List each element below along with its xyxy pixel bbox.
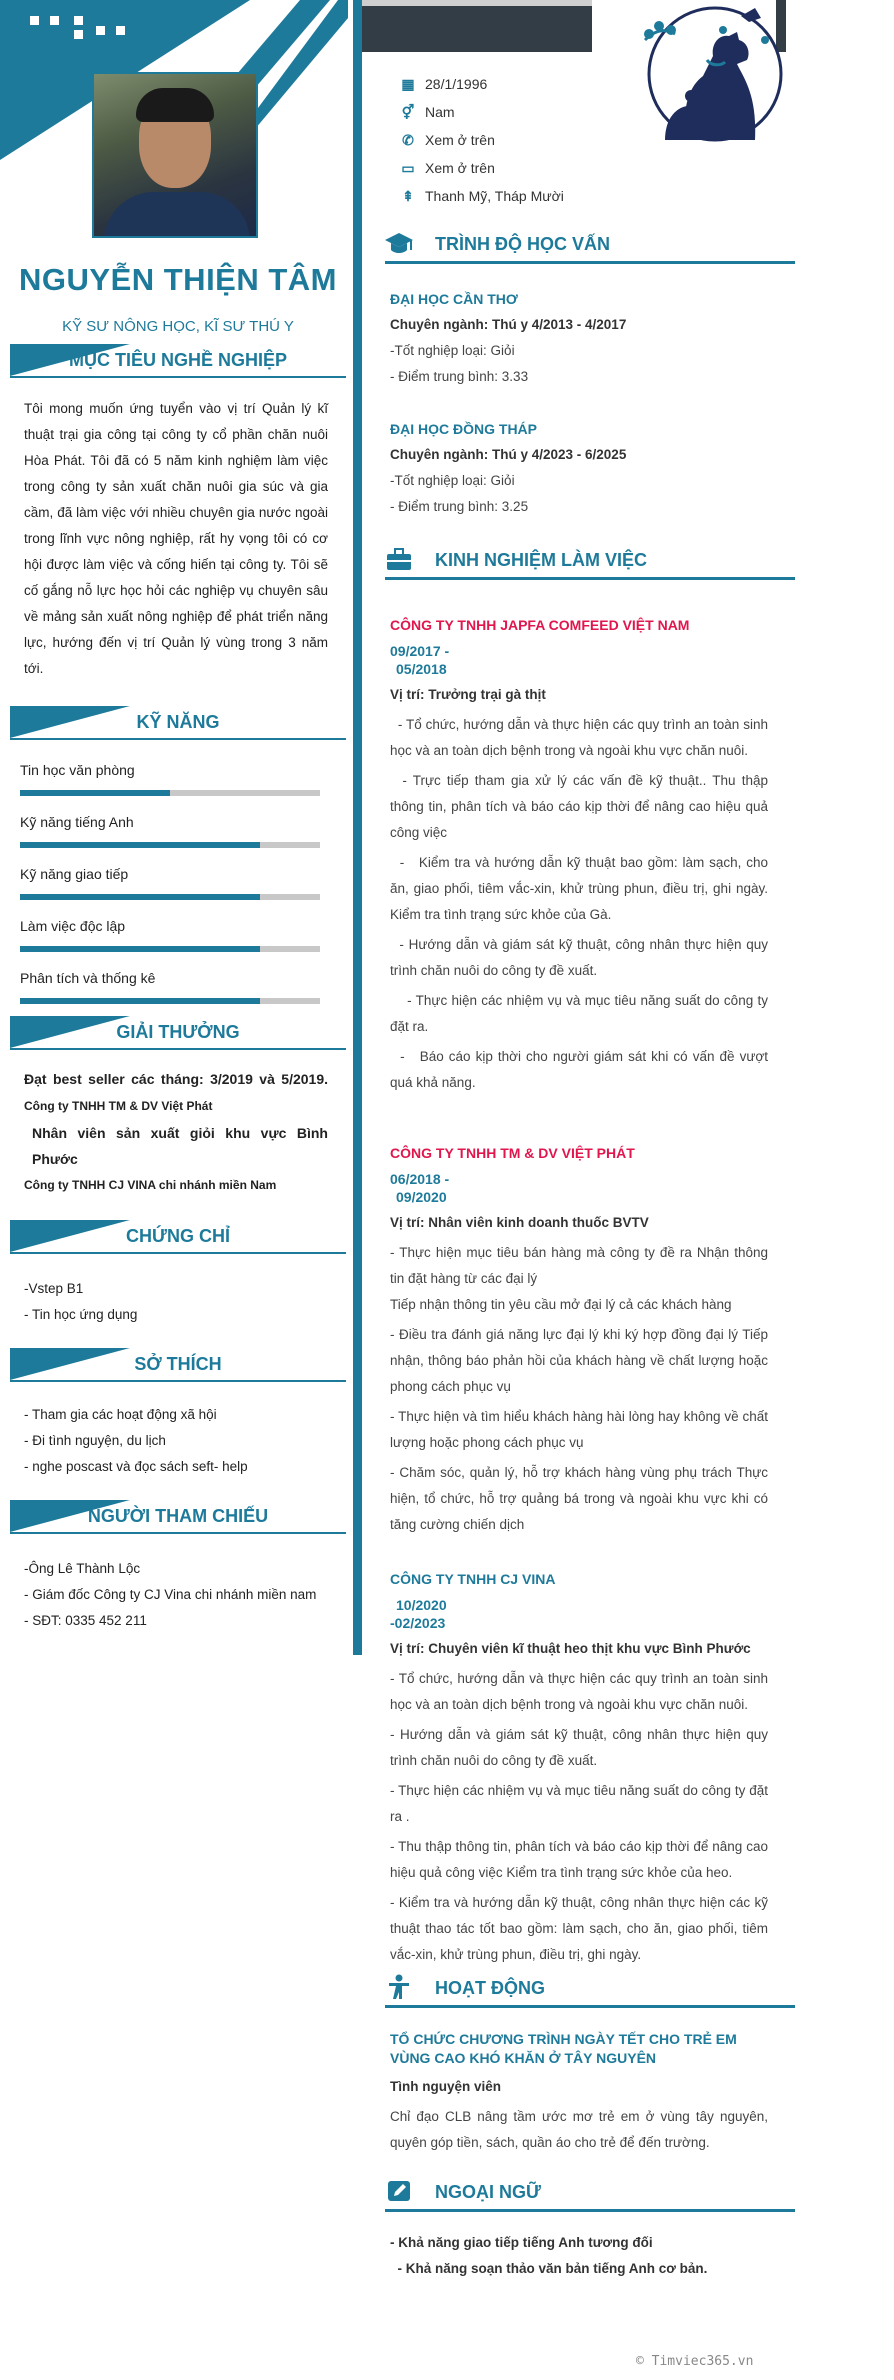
job-duty: - Thu thập thông tin, phân tích và báo cáo kịp thời để nâng cao hiệu quả công việc Kiểm tra tình trạng sức khỏe của heo.: [390, 1839, 768, 1880]
skill-bar-fill: [20, 946, 260, 952]
references-heading: [10, 1500, 346, 1534]
job-item: [390, 1566, 768, 1968]
person-icon: [385, 1974, 413, 2000]
certificate-item: -Vstep B1: [24, 1281, 84, 1296]
school-gpa: - Điểm trung bình: 3.33: [390, 369, 529, 384]
hobby-item: - nghe poscast và đọc sách seft- help: [24, 1459, 248, 1474]
school-rank: -Tốt nghiệp loại: Giỏi: [390, 343, 515, 358]
info-value: 28/1/1996: [425, 76, 488, 92]
experience-heading: [385, 544, 795, 580]
job-duty: - Thực hiện các nhiệm vụ và mục tiêu năng suất do công ty đặt ra.: [390, 993, 772, 1034]
awards-heading: [10, 1016, 346, 1050]
languages-list: [390, 2230, 768, 2282]
skill-bar-fill: [20, 998, 260, 1004]
objective-text: Tôi mong muốn ứng tuyển vào vị trí Quản lý kĩ thuật trại gia công tại công ty cổ phần chăn nuôi Hòa Phát. Tôi đã có 5 năm kinh nghiệm làm việc trong công ty sản xuất chăn nuôi gia súc và gia cầm, đã làm việc với nhiều chuyên gia nước ngoài trong lĩnh vực nông nghiệp, rất hy vọng tôi có cơ hội được làm việc và cống hiến tại công ty. Tôi sẽ cố gắng nỗ lực học hỏi các nghiệp vụ chuyên sâu về mảng sản xuất nông nghiệp để phát triển năng lực, hướng đến vị trí Quản lý vùng trong 3 năm tới.: [24, 401, 328, 676]
column-divider: [353, 0, 362, 1655]
info-birthday: [400, 74, 660, 98]
job-period-start: 06/2018 -: [390, 1171, 450, 1187]
school-name: ĐẠI HỌC ĐỒNG THÁP: [390, 421, 537, 437]
education-heading: [385, 228, 795, 264]
top-dark-bar: [362, 0, 592, 52]
left-column: [0, 0, 348, 2380]
education-item: [390, 286, 768, 390]
certificates-heading-text: CHỨNG CHỈ: [126, 1226, 230, 1246]
skill-bar: [20, 894, 320, 900]
skill-item: [20, 970, 320, 1004]
school-major: Chuyên ngành: Thú y 4/2013 - 4/2017: [390, 317, 627, 332]
job-duty: - Thực hiện các nhiệm vụ và mục tiêu năng suất do công ty đặt ra .: [390, 1783, 768, 1824]
activity-title: TỔ CHỨC CHƯƠNG TRÌNH NGÀY TẾT CHO TRẺ EM VÙNG CAO KHÓ KHĂN Ở TÂY NGUYÊN: [390, 2031, 737, 2066]
school-major: Chuyên ngành: Thú y 4/2023 - 6/2025: [390, 447, 627, 462]
activity-desc: Chỉ đạo CLB nâng tầm ước mơ trẻ em ở vùng tây nguyên, quyên góp tiền, sách, quần áo cho trẻ để đến trường.: [390, 2109, 768, 2150]
award-1: [24, 1066, 328, 1119]
skill-name: Tin học văn phòng: [20, 762, 135, 778]
info-value: Thanh Mỹ, Tháp Mười: [425, 188, 564, 204]
job-duty: - Hướng dẫn và giám sát kỹ thuật, công nhân thực hiện quy trình chăn nuôi do công ty đề xuất.: [390, 1727, 768, 1768]
education-heading-text: TRÌNH ĐỘ HỌC VẤN: [435, 234, 610, 254]
school-gpa: - Điểm trung bình: 3.25: [390, 499, 529, 514]
skill-item: [20, 814, 320, 848]
footer-watermark: © Timviec365.vn: [636, 2354, 754, 2369]
skill-name: Làm việc độc lập: [20, 918, 126, 934]
phone-icon: ✆: [402, 132, 414, 148]
award-1-main: Đạt best seller các tháng: 3/2019 và 5/2019.: [24, 1071, 328, 1087]
job-item: [390, 1140, 768, 1538]
reference-item: - SĐT: 0335 452 211: [24, 1613, 147, 1628]
activity-item: [390, 2030, 768, 2156]
references-heading-text: NGƯỜI THAM CHIẾU: [87, 1506, 269, 1526]
activities-heading-text: HOẠT ĐỘNG: [435, 1978, 545, 1998]
edit-icon: [385, 2178, 413, 2204]
certificates-heading: [10, 1220, 346, 1254]
job-period-start: 10/2020: [396, 1597, 447, 1613]
skill-bar: [20, 842, 320, 848]
skill-name: Kỹ năng tiếng Anh: [20, 814, 134, 830]
skill-item: [20, 762, 320, 796]
info-phone: [400, 130, 660, 154]
hobbies-list: [24, 1402, 328, 1480]
references-list: [24, 1556, 328, 1634]
job-position: Vị trí: Trưởng trại gà thịt: [390, 687, 546, 702]
skills-heading-text: KỸ NĂNG: [136, 712, 220, 732]
languages-heading: [385, 2176, 795, 2212]
skill-bar-fill: [20, 894, 260, 900]
skill-bar-fill: [20, 842, 260, 848]
hobby-item: - Đi tình nguyện, du lịch: [24, 1433, 166, 1448]
job-duty: - Tổ chức, hướng dẫn và thực hiện các quy trình an toàn sinh học và an toàn dịch bệnh trong và ngoài khu vực chăn nuôi.: [390, 1671, 768, 1712]
job-period-end: 09/2020: [396, 1189, 447, 1205]
info-value: Nam: [425, 104, 455, 120]
activities-heading: [385, 1972, 795, 2008]
skill-bar: [20, 790, 320, 796]
job-period-start: 09/2017 -: [390, 643, 450, 659]
skill-bar-fill: [20, 790, 170, 796]
award-2: [24, 1120, 328, 1198]
award-1-company: Công ty TNHH TM & DV Việt Phát: [24, 1099, 213, 1113]
skills-heading: [10, 706, 346, 740]
skill-name: Phân tích và thống kê: [20, 970, 156, 986]
skill-item: [20, 918, 320, 952]
certificate-item: - Tin học ứng dụng: [24, 1307, 138, 1322]
job-duty: - Kiểm tra và hướng dẫn kỹ thuật, công nhân thực hiện các kỹ thuật thao tác tốt bao gồm: làm sạch, cho ăn, giao phối, tiêm vắc-xin, khử trùng phun, điều trị, ghi ngày.: [390, 1895, 768, 1962]
gender-icon: ⚥: [401, 104, 415, 120]
hobbies-heading: [10, 1348, 346, 1382]
job-company: CÔNG TY TNHH JAPFA COMFEED VIỆT NAM: [390, 617, 690, 633]
job-duty: - Thực hiện mục tiêu bán hàng mà công ty đề ra Nhận thông tin đặt hàng từ các đại lý Tiếp nhận thông tin yêu cầu mở đại lý cả các khách hàng: [390, 1245, 768, 1312]
calendar-icon: ▦: [401, 76, 415, 92]
info-address: [400, 186, 660, 210]
language-item: - Khả năng giao tiếp tiếng Anh tương đối: [390, 2235, 653, 2250]
hobbies-heading-text: SỞ THÍCH: [134, 1354, 222, 1374]
education-item: [390, 416, 768, 520]
job-duty: - Báo cáo kịp thời cho người giám sát khi có vấn đề vượt quá khả năng.: [390, 1049, 772, 1090]
objective-heading-text: MỤC TIÊU NGHỀ NGHIỆP: [68, 350, 287, 370]
job-item: [390, 612, 772, 1096]
info-value: Xem ở trên: [425, 132, 495, 148]
job-duty: - Hướng dẫn và giám sát kỹ thuật, công nhân thực hiện quy trình chăn nuôi do công ty đề xuất.: [390, 937, 772, 978]
skill-item: [20, 866, 320, 900]
job-company: CÔNG TY TNHH TM & DV VIỆT PHÁT: [390, 1145, 635, 1161]
job-duty: - Chăm sóc, quản lý, hỗ trợ khách hàng vùng phụ trách Thực hiện, tổ chức, hỗ trợ quảng bá trong và ngoài khu vực khi có tăng cường chiến dịch: [390, 1465, 768, 1532]
info-email: [400, 158, 660, 182]
job-company: CÔNG TY TNHH CJ VINA: [390, 1571, 556, 1587]
school-rank: -Tốt nghiệp loại: Giỏi: [390, 473, 515, 488]
certificates-list: [24, 1276, 328, 1328]
job-duty: - Thực hiện và tìm hiểu khách hàng hài lòng hay không về chất lượng hoặc phong cách phục vụ: [390, 1409, 768, 1450]
graduation-cap-icon: [385, 230, 413, 256]
objective-heading: [10, 344, 346, 378]
candidate-title: KỸ SƯ NÔNG HỌC, KĨ SƯ THÚ Y: [62, 318, 294, 335]
skill-bar: [20, 998, 320, 1004]
award-2-main: Nhân viên sản xuất giỏi khu vực Bình Phước: [32, 1125, 328, 1167]
school-name: ĐẠI HỌC CẦN THƠ: [390, 291, 518, 307]
address-icon: ⇞: [402, 188, 414, 204]
job-duty: - Kiểm tra và hướng dẫn kỹ thuật bao gồm: làm sạch, cho ăn, giao phối, tiêm vắc-xin, khử trùng phun, điều trị, ghi ngày. Kiểm tra tình trạng sức khỏe của Gà.: [390, 855, 772, 922]
job-period-end: 05/2018: [396, 661, 447, 677]
reference-item: -Ông Lê Thành Lộc: [24, 1561, 141, 1576]
job-period-end: -02/2023: [390, 1615, 446, 1631]
info-gender: [400, 102, 660, 126]
language-item: - Khả năng soạn thảo văn bản tiếng Anh cơ bản.: [390, 2261, 708, 2276]
email-icon: ▭: [401, 160, 415, 176]
job-duty: - Tổ chức, hướng dẫn và thực hiện các quy trình an toàn sinh học và an toàn dịch bệnh trong và ngoài khu vực chăn nuôi.: [390, 717, 772, 758]
info-value: Xem ở trên: [425, 160, 495, 176]
languages-heading-text: NGOẠI NGỮ: [435, 2182, 541, 2202]
job-duty: - Điều tra đánh giá năng lực đại lý khi ký hợp đồng đại lý Tiếp nhận, thông báo phản hồi của khách hàng về chất lượng hoặc phong cách phục vụ: [390, 1327, 768, 1394]
briefcase-icon: [385, 546, 413, 572]
activity-role: Tình nguyện viên: [390, 2079, 502, 2094]
hobby-item: - Tham gia các hoạt động xã hội: [24, 1407, 217, 1422]
job-position: Vị trí: Chuyên viên kĩ thuật heo thịt khu vực Bình Phước: [390, 1641, 751, 1656]
awards-heading-text: GIẢI THƯỞNG: [116, 1022, 240, 1042]
profile-photo: [92, 72, 258, 238]
job-position: Vị trí: Nhân viên kinh doanh thuốc BVTV: [390, 1215, 649, 1230]
reference-item: - Giám đốc Công ty CJ Vina chi nhánh miền nam: [24, 1587, 317, 1602]
job-duty: - Trực tiếp tham gia xử lý các vấn đề kỹ thuật.. Thu thập thông tin, phân tích và báo cáo kịp thời để nâng cao hiệu quả công việc: [390, 773, 772, 840]
skill-name: Kỹ năng giao tiếp: [20, 866, 129, 882]
candidate-name: NGUYỄN THIỆN TÂM: [19, 262, 337, 297]
experience-heading-text: KINH NGHIỆM LÀM VIỆC: [435, 550, 648, 570]
award-2-company: Công ty TNHH CJ VINA chi nhánh miền Nam: [24, 1178, 277, 1192]
skill-bar: [20, 946, 320, 952]
